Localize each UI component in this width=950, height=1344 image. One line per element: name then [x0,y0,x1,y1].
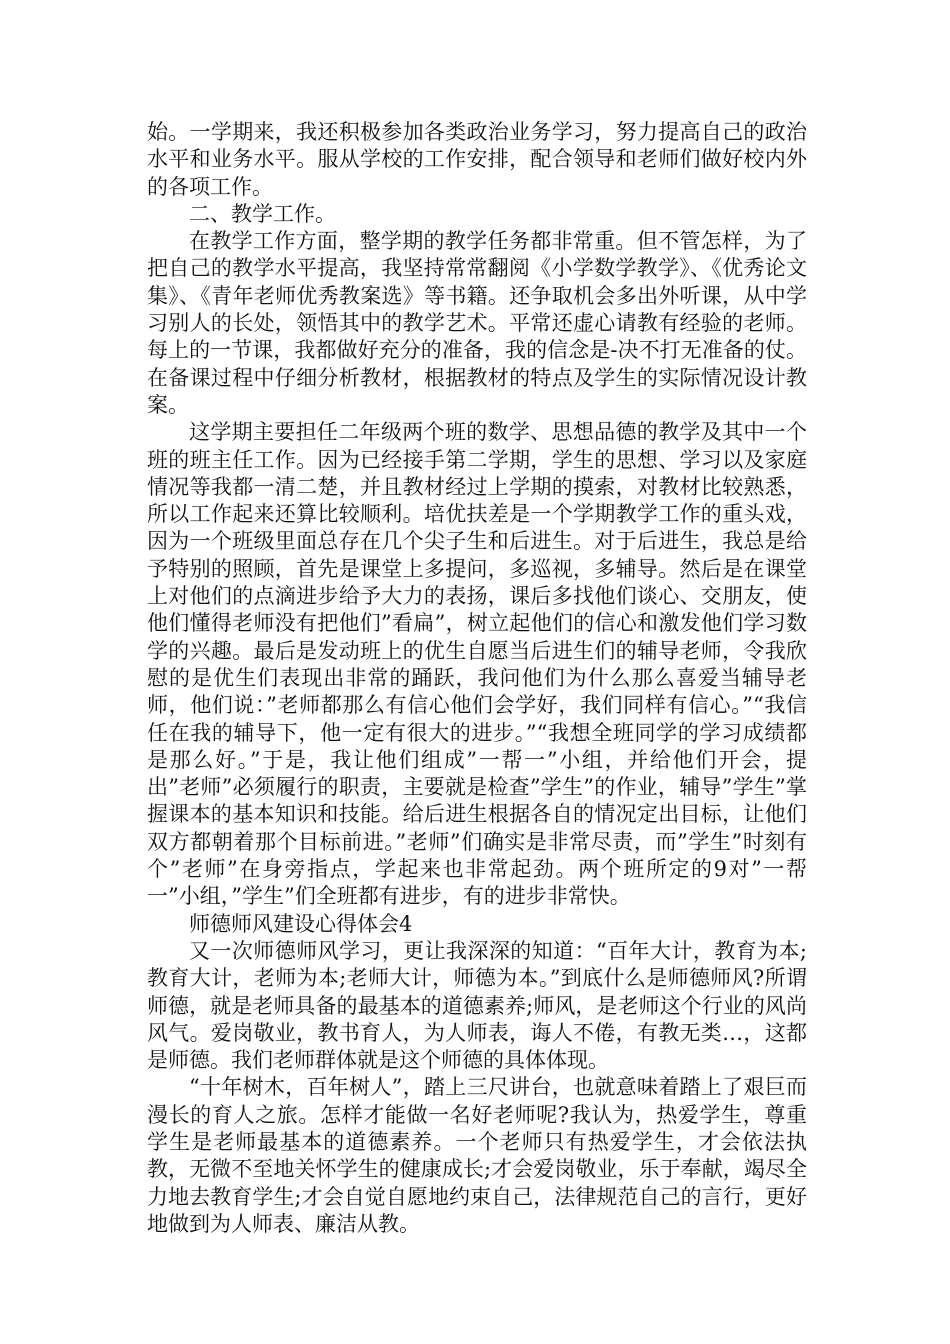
document-page [147,119,807,1238]
section-heading-essay-4: 师德师风建设心得体会4 [189,911,413,936]
section-heading-teaching-work: 二、教学工作。 [189,201,336,226]
paragraph-love-students: “十年树木，百年树人”，踏上三尺讲台，也就意味着踏上了艰巨而漫长的育人之旅。怎样才能做一名好老师呢?我认为，热爱学生，尊重学生是老师最基本的道德素养。一个老师只有热爱学生，才会依法执教，无微不至地关怀学生的健康成长;才会爱岗敬业，乐于奉献，竭尽全力地去教育学生;才会自觉自愿地约束自己，法律规范自己的言行，更好地做到为人师表、廉洁从教。 [147,1075,807,1236]
paragraph-class-work: 这学期主要担任二年级两个班的数学、思想品德的教学及其中一个班的班主任工作。因为已经接手第二学期，学生的思想、学习以及家庭情况等我都一清二楚，并且教材经过上学期的摸索，对教材比较熟悉，所以工作起来还算比较顺利。培优扶差是一个学期教学工作的重头戏，因为一个班级里面总存在几个尖子生和后进生。对于后进生，我总是给予特别的照顾，首先是课堂上多提问，多巡视，多辅导。然后是在课堂上对他们的点滴进步给予大力的表扬，课后多找他们谈心、交朋友，使他们懂得老师没有把他们”看扁”，树立起他们的信心和激发他们学习数学的兴趣。最后是发动班上的优生自愿当后进生们的辅导老师，令我欣慰的是优生们表现出非常的踊跃，我问他们为什么那么喜爱当辅导老师，他们说：”老师都那么有信心他们会学好，我们同样有信心。”“我信任在我的辅导下，他一定有很大的进步。”“我想全班同学的学习成绩都是那么好。”于是，我让他们组成”一帮一”小组，并给他们开会，提出”老师”必须履行的职责，主要就是检查”学生”的作业，辅导”学生”掌握课本的基本知识和技能。给后进生根据各自的情况定出目标，让他们双方都朝着那个目标前进。”老师”们确实是非常尽责，而”学生”时刻有个”老师”在身旁指点，学起来也非常起劲。两个班所定的9对”一帮一”小组，”学生”们全班都有进步，有的进步非常快。 [147,420,807,909]
paragraph-continuation: 始。一学期来，我还积极参加各类政治业务学习，努力提高自己的政治水平和业务水平。服从学校的工作安排，配合领导和老师们做好校内外的各项工作。 [147,120,807,199]
paragraph-teaching-preparation: 在教学工作方面，整学期的教学任务都非常重。但不管怎样，为了把自己的教学水平提高，我坚持常常翻阅《小学数学教学》、《优秀论文集》、《青年老师优秀教案选》等书籍。还争取机会多出外听课，从中学习别人的长处，领悟其中的教学艺术。平常还虚心请教有经验的老师。每上的一节课，我都做好充分的准备，我的信念是-决不打无准备的仗。在备课过程中仔细分析教材，根据教材的特点及学生的实际情况设计教案。 [147,229,807,417]
paragraph-teacher-ethics: 又一次师德师风学习，更让我深深的知道：“百年大计，教育为本;教育大计，老师为本;老师大计，师德为本。”到底什么是师德师风?所谓师德，就是老师具备的最基本的道德素养;师风，是老师这个行业的风尚风气。爱岗敬业，教书育人，为人师表，诲人不倦，有教无类…，这都是师德。我们老师群体就是这个师德的具体体现。 [147,938,807,1073]
